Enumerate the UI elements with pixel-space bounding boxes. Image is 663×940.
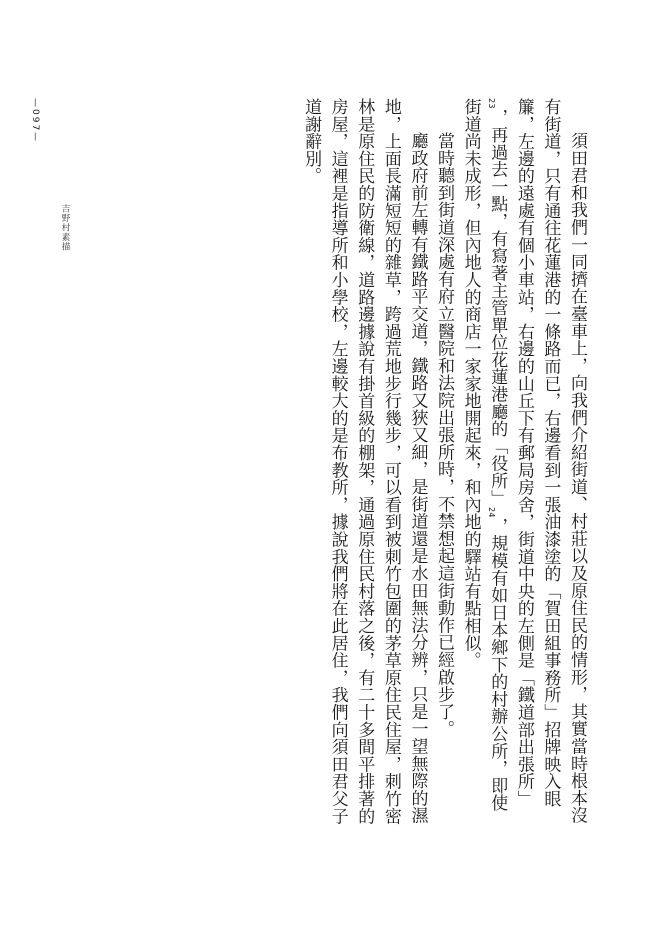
running-title: 吉野村素描 xyxy=(60,204,70,252)
paragraph xyxy=(457,98,590,828)
page-number-dash-bottom: — xyxy=(30,132,40,144)
paragraph xyxy=(430,98,457,828)
page-number-dash-top: — xyxy=(30,98,40,109)
paragraph-text: 當時聽到街道深處有府立醫院和法院出張所時，不禁想起這街動作已經啟步了。 xyxy=(434,132,455,738)
paragraph xyxy=(297,98,430,828)
footnote-ref: 23 xyxy=(487,98,497,109)
body-text xyxy=(108,98,590,828)
paragraph-text: 須田君和我們一同擠在臺車上，向我們介紹街道、村莊以及原住民的情形，其實當時根本沒有街道，只有通往花蓮港的一條路而已，右邊看到一張油漆塗的「賀田組事務所」招牌映入眼簾，左邊的遠處有個小車站，右邊的山丘下有郵局房舍，街道中央的左側是「鐵道部出張所」 xyxy=(513,98,587,824)
page-number xyxy=(30,98,40,143)
footnote-ref: 24 xyxy=(487,506,497,518)
paragraph-text: 廳政府前左轉有鐵路平交道，鐵路又狹又細，是街道還是水田無法分辨，只是一望無際的濕地，上面長滿短短的雜草，跨過荒地步行幾步，可以看到被刺竹包圍的茅草原住民住屋，刺竹密林是原住民的防衛線，道路邊據說有掛首級的棚架，通過原住民村落之後，有二十多間平排著的房屋，這裡是指導所和小學校，左邊較大的是布教所，據說我們將在此居住，我們向須田君父子道謝辭別。 xyxy=(301,98,428,825)
paragraph-text: ，再過去一點，有寫著主管單位花蓮港廳的「役所」 xyxy=(487,108,508,507)
page-number-value: 097 xyxy=(30,109,40,133)
paragraph-text: ，規模有如日本鄉下的村辦公所，即使街道尚未成形，但內地人的商店一家家地開起來，和內地的驛站有點相似。 xyxy=(460,98,508,812)
